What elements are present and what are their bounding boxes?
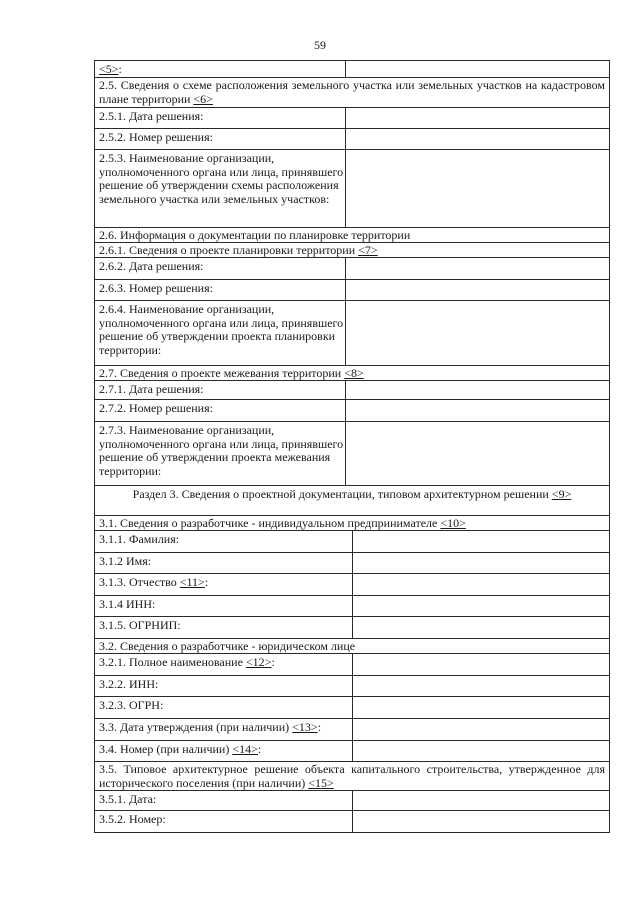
footnote-ref: <6> (193, 91, 213, 106)
table-row-r321 (94, 654, 610, 676)
value-cell[interactable] (353, 654, 609, 675)
label-text: Раздел 3. Сведения о проектной документации, типовом архитектурном решении (132, 487, 552, 501)
value-cell[interactable] (346, 280, 609, 300)
row-label (95, 61, 349, 79)
value-cell[interactable] (346, 150, 609, 227)
label-text: 3.3. Дата утверждения (при наличии) (99, 720, 293, 734)
label-text: 3.5.2. Номер: (99, 812, 166, 826)
table-row-r272 (94, 400, 610, 422)
row-label (95, 280, 349, 298)
value-cell[interactable] (346, 400, 609, 421)
footnote-ref: <9> (551, 487, 572, 501)
row-label (95, 741, 356, 759)
row-label (95, 366, 609, 382)
value-cell[interactable] (346, 129, 609, 149)
row-label (95, 381, 349, 399)
label-text: 2.5.1. Дата решения: (99, 109, 204, 123)
value-cell[interactable] (353, 741, 609, 761)
value-cell[interactable] (353, 697, 609, 718)
row-label (95, 301, 349, 359)
row-label (95, 553, 356, 571)
row-label (95, 243, 609, 259)
footnote-ref: <14> (232, 742, 258, 756)
label-text: 3.2.1. Полное наименование (99, 655, 246, 669)
label-text: 2.6.1. Сведения о проекте планировки территории (99, 243, 359, 257)
table-row-r352 (94, 811, 610, 833)
row-label (95, 719, 356, 737)
row-label (95, 639, 609, 655)
footnote-ref: <13> (292, 720, 318, 734)
value-cell[interactable] (353, 617, 609, 638)
label-text: 2.5. Сведения о схеме расположения земельного участка или земельных участков на кадастровом плане территории (99, 78, 605, 106)
footnote-ref: <8> (344, 366, 364, 380)
label-suffix: : (118, 62, 122, 76)
table-row-r323 (94, 697, 610, 719)
table-row-r253 (94, 150, 610, 228)
table-row-s3 (94, 486, 610, 516)
label-text: 2.7.3. Наименование организации, уполномоченного органа или лица, принявшего решение об утверждении проекта межевания территории: (99, 423, 344, 478)
label-text: 3.1.1. Фамилия: (99, 532, 180, 546)
row-label (95, 108, 349, 126)
row-label (95, 150, 349, 208)
row-label (95, 422, 349, 480)
value-cell[interactable] (353, 553, 609, 573)
table-row-r0 (94, 60, 610, 78)
table-row-r31 (94, 516, 610, 531)
label-text: 2.7.1. Дата решения: (99, 382, 204, 396)
label-text: 3.1. Сведения о разработчике - индивидуальном предпринимателе (99, 516, 441, 530)
value-cell[interactable] (346, 61, 609, 77)
footnote-ref: <11> (179, 575, 205, 589)
row-label (95, 574, 356, 592)
row-label (95, 228, 609, 244)
table-row-r25 (94, 78, 610, 108)
table-row-r263 (94, 280, 610, 301)
label-text: 3.5. Типовое архитектурное решение объекта капитального строительства, утвержденное для исторического поселения (при наличии) (99, 762, 605, 790)
label-suffix: : (271, 655, 275, 669)
table-row-r314 (94, 596, 610, 617)
table-row-r33 (94, 719, 610, 741)
value-cell[interactable] (353, 574, 609, 595)
label-suffix: : (257, 742, 262, 756)
label-text: 2.6.2. Дата решения: (99, 259, 204, 273)
label-text: 2.7.2. Номер решения: (99, 401, 213, 415)
row-label (95, 762, 609, 791)
value-cell[interactable] (346, 108, 609, 128)
table-row-r262 (94, 258, 610, 280)
label-suffix: : (317, 720, 322, 734)
table-row-r26 (94, 228, 610, 243)
row-label (95, 129, 349, 147)
table-row-r35 (94, 762, 610, 791)
table-row-r311 (94, 531, 610, 553)
form-table (94, 60, 610, 833)
page-number: 59 (314, 38, 326, 52)
table-row-r251 (94, 108, 610, 129)
label-text: 2.6. Информация о документации по планировке территории (99, 228, 411, 242)
value-cell[interactable] (346, 422, 609, 485)
value-cell[interactable] (346, 381, 609, 399)
label-text: 2.6.4. Наименование организации, уполномоченного органа или лица, принявшего решение об утверждении проекта планировки территории: (99, 302, 344, 357)
table-row-r34 (94, 741, 610, 762)
table-row-r351 (94, 791, 610, 811)
label-text: 2.5.3. Наименование организации, уполномоченного органа или лица, принявшего решение об утверждении схемы расположения земельного участка или земельных участков: (99, 151, 344, 206)
value-cell[interactable] (353, 531, 609, 552)
row-label (95, 486, 609, 504)
label-text: 2.5.2. Номер решения: (99, 130, 213, 144)
value-cell[interactable] (346, 301, 609, 365)
value-cell[interactable] (353, 791, 609, 810)
label-text: 3.1.3. Отчество (99, 575, 180, 589)
footnote-ref: <5> (99, 62, 119, 76)
footnote-ref: <15> (308, 775, 334, 790)
table-row-r312 (94, 553, 610, 574)
label-text: 3.2. Сведения о разработчике - юридическом лице (99, 639, 356, 653)
value-cell[interactable] (353, 596, 609, 616)
value-cell[interactable] (346, 258, 609, 279)
label-text: 3.2.2. ИНН: (99, 677, 159, 691)
label-text: 3.2.3. ОГРН: (99, 698, 164, 712)
table-row-r313 (94, 574, 610, 596)
table-row-r252 (94, 129, 610, 150)
label-text: 2.7. Сведения о проекте межевания территории (99, 366, 345, 380)
label-text: 3.1.5. ОГРНИП: (99, 618, 181, 632)
table-row-r27 (94, 366, 610, 381)
row-label (95, 617, 356, 635)
value-cell[interactable] (353, 811, 609, 832)
row-label (95, 676, 356, 694)
table-row-r322 (94, 676, 610, 697)
table-row-r261 (94, 243, 610, 258)
row-label (95, 811, 356, 829)
row-label (95, 258, 349, 276)
row-label (95, 791, 356, 809)
row-label (95, 516, 609, 532)
label-text: 3.1.4 ИНН: (99, 597, 156, 611)
table-row-r271 (94, 381, 610, 400)
row-label (95, 400, 349, 418)
footnote-ref: <7> (358, 243, 378, 257)
table-row-r264 (94, 301, 610, 366)
row-label (95, 596, 356, 614)
value-cell[interactable] (353, 676, 609, 696)
label-text: 3.5.1. Дата: (99, 792, 157, 806)
label-text: 3.4. Номер (при наличии) (99, 742, 233, 756)
row-label (95, 654, 356, 672)
label-text: 3.1.2 Имя: (99, 554, 152, 568)
table-row-r273 (94, 422, 610, 486)
row-label (95, 697, 356, 715)
table-row-r32 (94, 639, 610, 654)
footnote-ref: <12> (245, 655, 272, 669)
label-suffix: : (204, 575, 209, 589)
value-cell[interactable] (353, 719, 609, 740)
footnote-ref: <10> (440, 516, 466, 530)
row-label (95, 78, 609, 107)
table-row-r315 (94, 617, 610, 639)
label-text: 2.6.3. Номер решения: (99, 281, 213, 295)
row-label (95, 531, 356, 549)
